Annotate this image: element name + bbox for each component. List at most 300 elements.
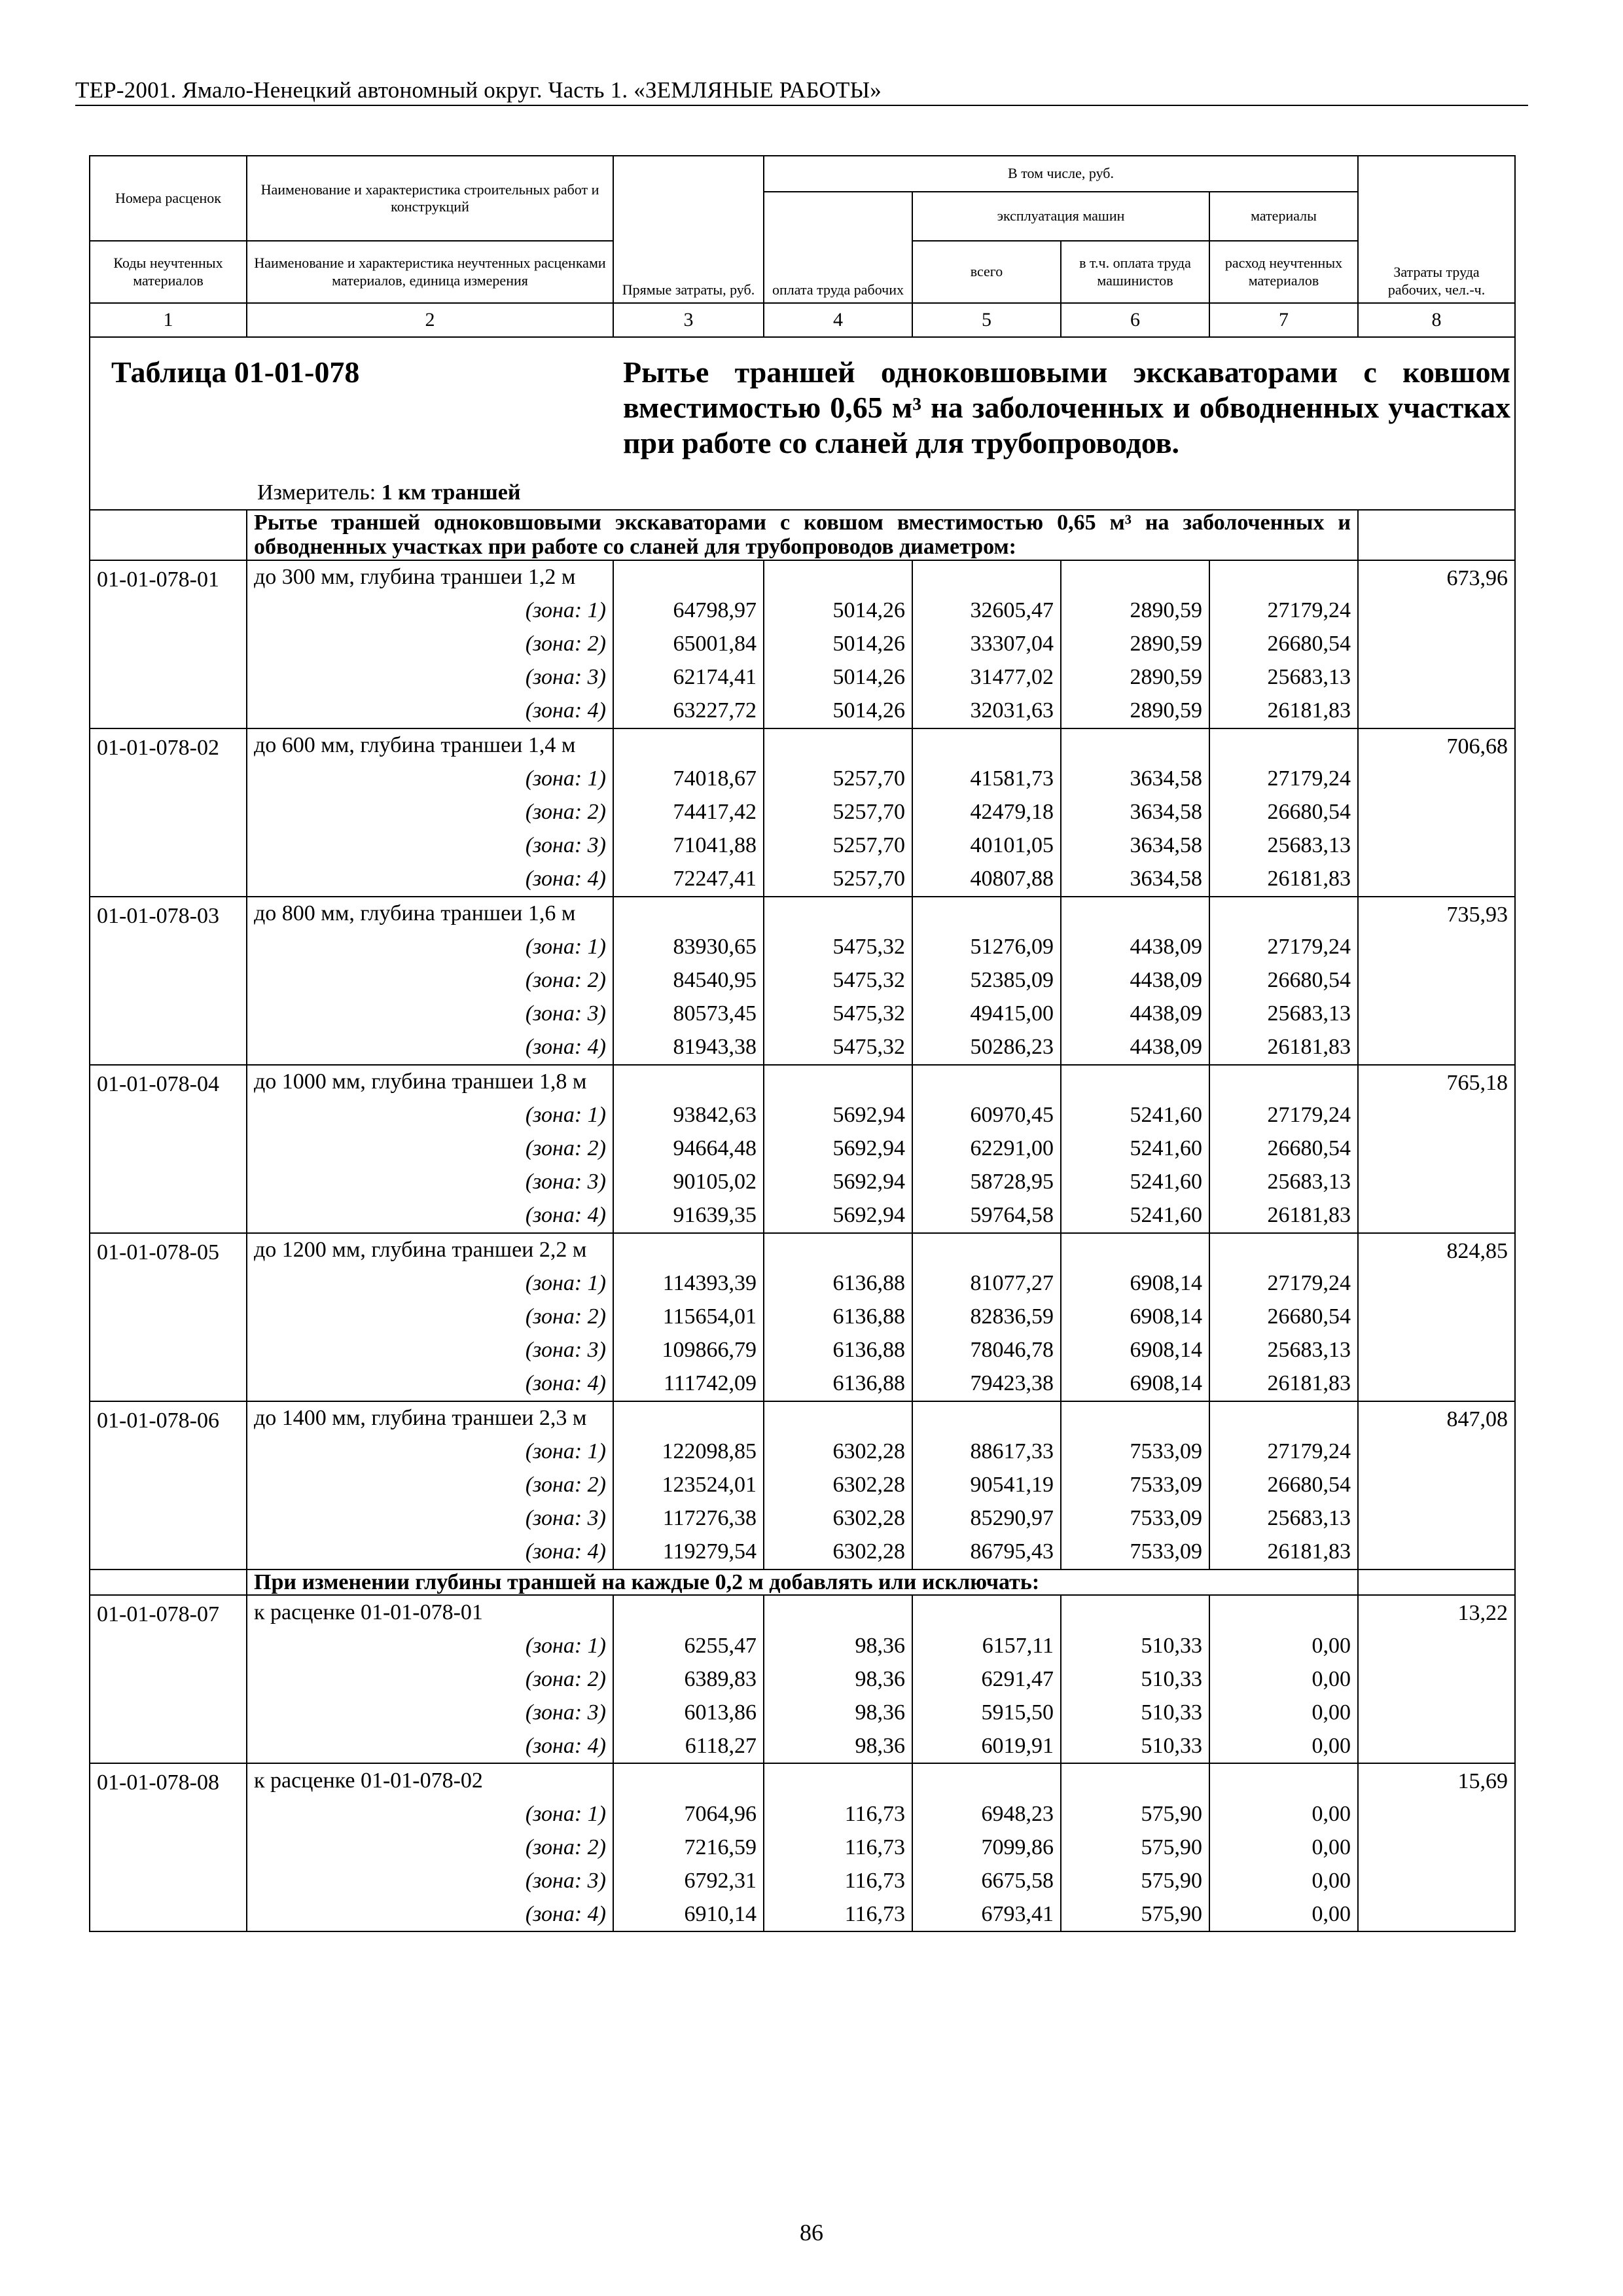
zone-value: 575,90	[1061, 1831, 1209, 1864]
zone-value: 6948,23	[912, 1797, 1061, 1831]
rate-code: 01-01-078-07	[90, 1595, 247, 1763]
zone-value: 82836,59	[912, 1300, 1061, 1334]
rate-description: до 1000 мм, глубина траншеи 1,8 м	[247, 1065, 613, 1099]
zone-label: (зона: 3)	[247, 1334, 613, 1367]
zone-value: 6908,14	[1061, 1300, 1209, 1334]
zone-row	[90, 1535, 1515, 1570]
zone-value: 84540,95	[613, 964, 764, 997]
rate-code: 01-01-078-05	[90, 1233, 247, 1401]
zone-value: 27179,24	[1209, 762, 1358, 796]
zone-value: 26680,54	[1209, 1300, 1358, 1334]
zone-value: 7533,09	[1061, 1502, 1209, 1535]
zone-value: 81943,38	[613, 1031, 764, 1065]
zone-value: 62291,00	[912, 1132, 1061, 1166]
zone-label: (зона: 2)	[247, 1662, 613, 1696]
zone-value: 3634,58	[1061, 829, 1209, 863]
including-header: В том числе, руб.	[764, 156, 1358, 192]
empty-cell	[764, 1595, 912, 1629]
zone-value: 26680,54	[1209, 796, 1358, 829]
zone-value: 74417,42	[613, 796, 764, 829]
rate-row	[90, 1763, 1515, 1797]
zone-row	[90, 661, 1515, 694]
zone-value: 6291,47	[912, 1662, 1061, 1696]
zone-label: (зона: 2)	[247, 964, 613, 997]
zone-value: 6793,41	[912, 1897, 1061, 1931]
zone-value: 114393,39	[613, 1267, 764, 1300]
table-body	[90, 156, 1515, 1931]
empty-cell	[613, 1065, 764, 1099]
zone-label: (зона: 1)	[247, 1797, 613, 1831]
empty-cell	[912, 1233, 1061, 1267]
zone-value: 64798,97	[613, 594, 764, 628]
zone-value: 5692,94	[764, 1199, 912, 1233]
column-number: 1	[90, 303, 247, 337]
rate-code: 01-01-078-01	[90, 560, 247, 728]
zone-value: 98,36	[764, 1696, 912, 1729]
zone-value: 5241,60	[1061, 1199, 1209, 1233]
zone-label: (зона: 3)	[247, 1166, 613, 1199]
table-caption-row	[90, 337, 1515, 510]
zone-value: 27179,24	[1209, 931, 1358, 964]
empty-cell	[1209, 1233, 1358, 1267]
empty-cell	[912, 1595, 1061, 1629]
zone-value: 0,00	[1209, 1696, 1358, 1729]
zone-label: (зона: 4)	[247, 1031, 613, 1065]
empty-cell	[912, 897, 1061, 931]
machines-group-header: эксплуатация машин	[912, 192, 1209, 241]
zone-row	[90, 1199, 1515, 1233]
zone-value: 60970,45	[912, 1099, 1061, 1132]
zone-value: 31477,02	[912, 661, 1061, 694]
zone-value: 26181,83	[1209, 863, 1358, 897]
rate-code: 01-01-078-04	[90, 1065, 247, 1233]
col-code-bottom-header: Коды неучтенных материалов	[90, 241, 247, 303]
zone-value: 116,73	[764, 1864, 912, 1897]
zone-label: (зона: 2)	[247, 1132, 613, 1166]
rate-description: до 300 мм, глубина траншеи 1,2 м	[247, 560, 613, 594]
zone-value: 25683,13	[1209, 997, 1358, 1031]
zone-value: 6019,91	[912, 1729, 1061, 1763]
zone-row	[90, 1267, 1515, 1300]
zone-row	[90, 1334, 1515, 1367]
rate-code: 01-01-078-02	[90, 728, 247, 897]
rate-code: 01-01-078-06	[90, 1401, 247, 1570]
table-title: Рытье траншей одноковшовыми экскаваторами с ковшом вместимостью 0,65 м³ на заболоченных и обводненных участках при работе со сланей для трубопроводов.	[623, 355, 1510, 459]
zone-value: 86795,43	[912, 1535, 1061, 1570]
col-code-top-header: Номера расценок	[90, 156, 247, 241]
zone-value: 90105,02	[613, 1166, 764, 1199]
labor-cost: 847,08	[1358, 1401, 1515, 1570]
col-name-top-header: Наименование и характеристика строительных работ и конструкций	[247, 156, 613, 241]
empty-cell	[764, 1401, 912, 1435]
empty-cell	[912, 1401, 1061, 1435]
zone-value: 32031,63	[912, 694, 1061, 728]
zone-value: 3634,58	[1061, 762, 1209, 796]
col-name-bottom-header: Наименование и характеристика неучтенных расценками материалов, единица измерения	[247, 241, 613, 303]
page-number: 86	[800, 2219, 823, 2246]
zone-value: 2890,59	[1061, 694, 1209, 728]
zone-row	[90, 1099, 1515, 1132]
zone-value: 6675,58	[912, 1864, 1061, 1897]
zone-value: 74018,67	[613, 762, 764, 796]
column-number: 7	[1209, 303, 1358, 337]
zone-value: 119279,54	[613, 1535, 764, 1570]
empty-cell	[613, 560, 764, 594]
zone-label: (зона: 3)	[247, 661, 613, 694]
zone-value: 6118,27	[613, 1729, 764, 1763]
empty-cell	[613, 1401, 764, 1435]
zone-value: 7216,59	[613, 1831, 764, 1864]
zone-value: 50286,23	[912, 1031, 1061, 1065]
column-number: 2	[247, 303, 613, 337]
zone-value: 65001,84	[613, 628, 764, 661]
header-rule	[75, 105, 1528, 106]
zone-value: 32605,47	[912, 594, 1061, 628]
zone-value: 93842,63	[613, 1099, 764, 1132]
zone-label: (зона: 1)	[247, 762, 613, 796]
rate-row	[90, 1065, 1515, 1099]
zone-value: 25683,13	[1209, 1334, 1358, 1367]
zone-value: 0,00	[1209, 1864, 1358, 1897]
col-labor-header: Затраты труда рабочих, чел.-ч.	[1358, 156, 1515, 303]
zone-label: (зона: 3)	[247, 1864, 613, 1897]
zone-value: 5014,26	[764, 694, 912, 728]
col-machinists-header: в т.ч. оплата труда машинистов	[1061, 241, 1209, 303]
empty-cell	[1061, 1763, 1209, 1797]
empty-cell	[764, 1065, 912, 1099]
zone-value: 40807,88	[912, 863, 1061, 897]
empty-cell	[764, 560, 912, 594]
zone-value: 79423,38	[912, 1367, 1061, 1401]
zone-label: (зона: 3)	[247, 829, 613, 863]
col-materials-header: расход неучтенных материалов	[1209, 241, 1358, 303]
empty-cell	[1209, 560, 1358, 594]
zone-label: (зона: 2)	[247, 796, 613, 829]
zone-value: 2890,59	[1061, 661, 1209, 694]
zone-row	[90, 1300, 1515, 1334]
zone-value: 40101,05	[912, 829, 1061, 863]
empty-cell	[1061, 1065, 1209, 1099]
zone-value: 98,36	[764, 1662, 912, 1696]
empty-cell	[1209, 1065, 1358, 1099]
zone-row	[90, 1696, 1515, 1729]
zone-label: (зона: 1)	[247, 1099, 613, 1132]
zone-value: 72247,41	[613, 863, 764, 897]
zone-value: 0,00	[1209, 1629, 1358, 1662]
zone-value: 26181,83	[1209, 1535, 1358, 1570]
zone-label: (зона: 4)	[247, 1897, 613, 1931]
zone-label: (зона: 1)	[247, 1435, 613, 1469]
zone-label: (зона: 4)	[247, 1729, 613, 1763]
rate-row	[90, 1233, 1515, 1267]
zone-value: 26680,54	[1209, 1469, 1358, 1502]
materials-group-header: материалы	[1209, 192, 1358, 241]
column-numbers-row	[90, 303, 1515, 337]
zone-value: 5241,60	[1061, 1099, 1209, 1132]
zone-value: 5475,32	[764, 931, 912, 964]
zone-value: 6792,31	[613, 1864, 764, 1897]
zone-value: 94664,48	[613, 1132, 764, 1166]
section-spacer	[1358, 510, 1515, 560]
zone-value: 26680,54	[1209, 1132, 1358, 1166]
empty-cell	[764, 728, 912, 762]
zone-row	[90, 1897, 1515, 1931]
section-header-row	[90, 510, 1515, 560]
zone-row	[90, 1629, 1515, 1662]
zone-value: 0,00	[1209, 1797, 1358, 1831]
zone-row	[90, 1502, 1515, 1535]
zone-value: 2890,59	[1061, 628, 1209, 661]
zone-row	[90, 628, 1515, 661]
rate-row	[90, 1401, 1515, 1435]
zone-label: (зона: 2)	[247, 1300, 613, 1334]
zone-value: 111742,09	[613, 1367, 764, 1401]
zone-value: 7533,09	[1061, 1535, 1209, 1570]
zone-value: 62174,41	[613, 661, 764, 694]
zone-value: 4438,09	[1061, 964, 1209, 997]
empty-cell	[613, 728, 764, 762]
rate-description: до 600 мм, глубина траншеи 1,4 м	[247, 728, 613, 762]
meter-label	[254, 480, 520, 505]
zone-value: 6302,28	[764, 1502, 912, 1535]
empty-cell	[912, 560, 1061, 594]
zone-row	[90, 931, 1515, 964]
section-header-row	[90, 1570, 1515, 1595]
zone-value: 116,73	[764, 1897, 912, 1931]
section-spacer	[90, 1570, 247, 1595]
zone-value: 5475,32	[764, 964, 912, 997]
zone-value: 80573,45	[613, 997, 764, 1031]
zone-value: 63227,72	[613, 694, 764, 728]
empty-cell	[1061, 1401, 1209, 1435]
rate-code: 01-01-078-03	[90, 897, 247, 1065]
zone-value: 0,00	[1209, 1831, 1358, 1864]
zone-row	[90, 1031, 1515, 1065]
empty-cell	[912, 1065, 1061, 1099]
zone-row	[90, 1864, 1515, 1897]
zone-value: 6302,28	[764, 1469, 912, 1502]
zone-value: 6255,47	[613, 1629, 764, 1662]
empty-cell	[1061, 1595, 1209, 1629]
zone-value: 98,36	[764, 1729, 912, 1763]
zone-value: 5475,32	[764, 1031, 912, 1065]
column-number: 3	[613, 303, 764, 337]
zone-value: 26181,83	[1209, 1031, 1358, 1065]
zone-value: 71041,88	[613, 829, 764, 863]
empty-cell	[764, 1233, 912, 1267]
zone-value: 5257,70	[764, 796, 912, 829]
labor-cost: 13,22	[1358, 1595, 1515, 1763]
col-direct-header: Прямые затраты, руб.	[613, 156, 764, 303]
zone-value: 83930,65	[613, 931, 764, 964]
zone-row	[90, 863, 1515, 897]
zone-value: 5692,94	[764, 1166, 912, 1199]
zone-value: 5475,32	[764, 997, 912, 1031]
zone-row	[90, 1166, 1515, 1199]
empty-cell	[613, 1763, 764, 1797]
empty-cell	[1209, 897, 1358, 931]
empty-cell	[1061, 1233, 1209, 1267]
labor-cost: 15,69	[1358, 1763, 1515, 1931]
rate-row	[90, 897, 1515, 931]
zone-value: 90541,19	[912, 1469, 1061, 1502]
zone-value: 510,33	[1061, 1729, 1209, 1763]
zone-row	[90, 1132, 1515, 1166]
zone-value: 85290,97	[912, 1502, 1061, 1535]
zone-value: 5257,70	[764, 829, 912, 863]
zone-value: 51276,09	[912, 931, 1061, 964]
zone-label: (зона: 3)	[247, 1696, 613, 1729]
zone-value: 7099,86	[912, 1831, 1061, 1864]
zone-label: (зона: 4)	[247, 1535, 613, 1570]
zone-value: 7533,09	[1061, 1469, 1209, 1502]
empty-cell	[912, 728, 1061, 762]
zone-value: 98,36	[764, 1629, 912, 1662]
rate-description: к расценке 01-01-078-01	[247, 1595, 613, 1629]
zone-value: 25683,13	[1209, 829, 1358, 863]
zone-value: 510,33	[1061, 1662, 1209, 1696]
zone-row	[90, 997, 1515, 1031]
zone-value: 5257,70	[764, 762, 912, 796]
section-header: При изменении глубины траншей на каждые 0,2 м добавлять или исключать:	[247, 1570, 1358, 1595]
zone-value: 88617,33	[912, 1435, 1061, 1469]
labor-cost: 735,93	[1358, 897, 1515, 1065]
zone-value: 6136,88	[764, 1300, 912, 1334]
zone-value: 6908,14	[1061, 1367, 1209, 1401]
rate-description: к расценке 01-01-078-02	[247, 1763, 613, 1797]
zone-value: 5241,60	[1061, 1132, 1209, 1166]
col-machines-total-header: всего	[912, 241, 1061, 303]
zone-value: 117276,38	[613, 1502, 764, 1535]
zone-row	[90, 594, 1515, 628]
zone-label: (зона: 4)	[247, 863, 613, 897]
zone-value: 7064,96	[613, 1797, 764, 1831]
column-number: 8	[1358, 303, 1515, 337]
column-number: 6	[1061, 303, 1209, 337]
running-header: ТЕР-2001. Ямало-Ненецкий автономный округ. Часть 1. «ЗЕМЛЯНЫЕ РАБОТЫ»	[75, 77, 882, 103]
zone-row	[90, 1797, 1515, 1831]
zone-row	[90, 796, 1515, 829]
zone-label: (зона: 1)	[247, 931, 613, 964]
zone-value: 510,33	[1061, 1629, 1209, 1662]
zone-value: 5014,26	[764, 661, 912, 694]
zone-value: 115654,01	[613, 1300, 764, 1334]
empty-cell	[1209, 1401, 1358, 1435]
zone-value: 510,33	[1061, 1696, 1209, 1729]
zone-label: (зона: 4)	[247, 694, 613, 728]
zone-value: 26181,83	[1209, 694, 1358, 728]
zone-value: 122098,85	[613, 1435, 764, 1469]
zone-value: 6908,14	[1061, 1334, 1209, 1367]
rate-description: до 1200 мм, глубина траншеи 2,2 м	[247, 1233, 613, 1267]
zone-value: 5692,94	[764, 1099, 912, 1132]
empty-cell	[912, 1763, 1061, 1797]
zone-value: 5014,26	[764, 594, 912, 628]
zone-value: 33307,04	[912, 628, 1061, 661]
empty-cell	[1209, 728, 1358, 762]
zone-value: 6910,14	[613, 1897, 764, 1931]
zone-value: 6302,28	[764, 1435, 912, 1469]
zone-value: 123524,01	[613, 1469, 764, 1502]
empty-cell	[764, 1763, 912, 1797]
zone-value: 116,73	[764, 1831, 912, 1864]
zone-value: 27179,24	[1209, 1435, 1358, 1469]
zone-value: 0,00	[1209, 1729, 1358, 1763]
zone-value: 7533,09	[1061, 1435, 1209, 1469]
zone-value: 78046,78	[912, 1334, 1061, 1367]
empty-cell	[613, 1595, 764, 1629]
col-wages-header: оплата труда рабочих	[764, 192, 912, 303]
rate-description: до 800 мм, глубина траншеи 1,6 м	[247, 897, 613, 931]
zone-value: 42479,18	[912, 796, 1061, 829]
zone-value: 25683,13	[1209, 661, 1358, 694]
section-header: Рытье траншей одноковшовыми экскаваторами с ковшом вместимостью 0,65 м³ на заболоченных и обводненных участках при работе со сланей для трубопроводов диаметром:	[247, 510, 1358, 560]
zone-row	[90, 762, 1515, 796]
zone-label: (зона: 2)	[247, 628, 613, 661]
zone-value: 6136,88	[764, 1267, 912, 1300]
zone-value: 25683,13	[1209, 1502, 1358, 1535]
empty-cell	[1061, 560, 1209, 594]
empty-cell	[1061, 897, 1209, 931]
zone-row	[90, 1662, 1515, 1696]
zone-row	[90, 1469, 1515, 1502]
labor-cost: 706,68	[1358, 728, 1515, 897]
zone-value: 26680,54	[1209, 628, 1358, 661]
table-number: Таблица 01-01-078	[111, 355, 360, 389]
zone-value: 6136,88	[764, 1367, 912, 1401]
zone-value: 5915,50	[912, 1696, 1061, 1729]
zone-value: 5241,60	[1061, 1166, 1209, 1199]
empty-cell	[1209, 1595, 1358, 1629]
zone-value: 4438,09	[1061, 997, 1209, 1031]
zone-row	[90, 964, 1515, 997]
zone-label: (зона: 2)	[247, 1469, 613, 1502]
rate-row	[90, 1595, 1515, 1629]
zone-value: 52385,09	[912, 964, 1061, 997]
header-row-1	[90, 156, 1515, 192]
empty-cell	[764, 897, 912, 931]
zone-value: 59764,58	[912, 1199, 1061, 1233]
zone-label: (зона: 4)	[247, 1367, 613, 1401]
zone-value: 41581,73	[912, 762, 1061, 796]
zone-value: 5014,26	[764, 628, 912, 661]
zone-value: 27179,24	[1209, 594, 1358, 628]
zone-value: 3634,58	[1061, 796, 1209, 829]
column-number: 4	[764, 303, 912, 337]
zone-value: 25683,13	[1209, 1166, 1358, 1199]
column-number: 5	[912, 303, 1061, 337]
zone-row	[90, 829, 1515, 863]
zone-label: (зона: 4)	[247, 1199, 613, 1233]
zone-value: 2890,59	[1061, 594, 1209, 628]
zone-label: (зона: 3)	[247, 997, 613, 1031]
zone-value: 575,90	[1061, 1797, 1209, 1831]
empty-cell	[1209, 1763, 1358, 1797]
rate-row	[90, 728, 1515, 762]
zone-value: 6013,86	[613, 1696, 764, 1729]
section-spacer	[90, 510, 247, 560]
rate-description: до 1400 мм, глубина траншеи 2,3 м	[247, 1401, 613, 1435]
zone-value: 109866,79	[613, 1334, 764, 1367]
section-spacer	[1358, 1570, 1515, 1595]
rate-row	[90, 560, 1515, 594]
meter-value: 1 км траншей	[381, 480, 521, 505]
zone-value: 6908,14	[1061, 1267, 1209, 1300]
zone-value: 58728,95	[912, 1166, 1061, 1199]
zone-value: 0,00	[1209, 1897, 1358, 1931]
zone-label: (зона: 1)	[247, 1629, 613, 1662]
zone-value: 4438,09	[1061, 931, 1209, 964]
